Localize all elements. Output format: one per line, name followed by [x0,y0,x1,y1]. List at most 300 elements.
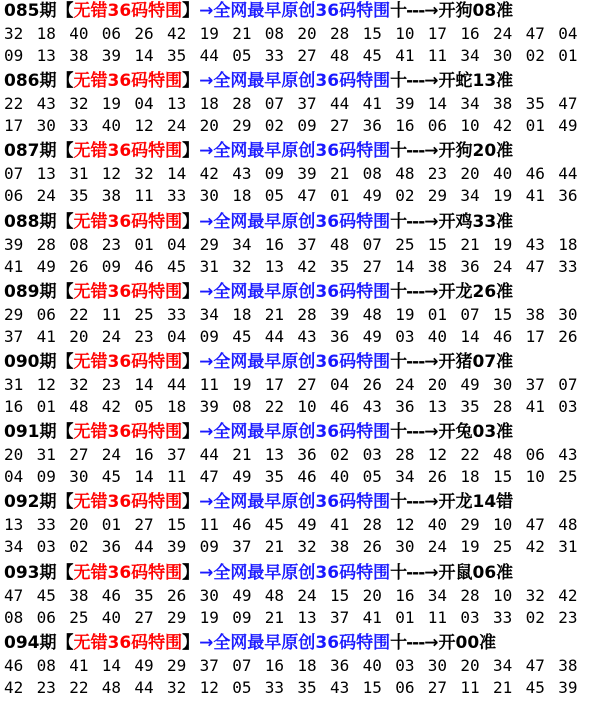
left-bracket: 【 [56,422,74,443]
left-bracket: 【 [56,211,74,232]
period-block [0,489,595,559]
period-header [4,138,513,164]
number-cell: 21 [264,304,285,324]
number-cell: 10 [395,24,415,43]
number-cell: 07 [232,655,252,675]
number-cell: 37 [199,655,219,675]
number-cell: 38 [101,186,122,206]
number-cell: 32 [297,537,317,557]
dash-separator: 十--- [390,632,425,653]
number-cell: 31 [69,164,89,184]
number-cell: 29 [167,607,187,627]
number-cell: 05 [134,397,154,416]
slogan-text: 全网最早原创36码特围 [213,352,391,372]
period-label: 086期 [4,71,57,92]
result-label: 开狗20准 [438,141,514,162]
number-cell: 23 [101,375,122,394]
number-cell: 25 [134,304,154,324]
number-cell: 20 [69,515,89,535]
arrow-right-icon: → [424,492,439,513]
number-cell: 12 [199,677,219,697]
number-cell: 10 [493,515,513,535]
number-cell: 04 [4,467,24,487]
period-block [0,630,595,700]
number-row [4,466,592,488]
period-header [4,560,513,586]
number-cell: 32 [69,94,89,114]
period-label: 088期 [4,211,57,232]
number-cell: 16 [134,445,154,465]
number-cell: 14 [134,467,154,487]
number-cell: 37 [525,375,545,394]
number-cell: 27 [134,607,154,627]
number-cell: 18 [232,186,252,206]
number-cell: 49 [362,326,382,346]
number-cell: 42 [558,585,578,605]
number-cell: 09 [264,164,285,184]
number-cell: 24 [167,116,187,136]
number-cell: 47 [558,94,578,114]
number-cell: 25 [493,537,513,557]
number-cell: 07 [264,94,285,114]
number-cell: 27 [134,515,154,535]
number-cell: 48 [101,677,122,697]
number-cell: 23 [101,234,122,254]
period-header [4,209,513,235]
number-cell: 36 [460,256,480,276]
number-cell: 20 [69,326,89,346]
number-cell: 36 [558,186,578,206]
number-cell: 49 [134,655,154,675]
number-cell: 01 [330,186,350,206]
number-cell: 35 [134,585,154,605]
number-cell: 09 [36,467,56,487]
number-cell: 12 [134,116,154,136]
left-bracket: 【 [56,1,74,21]
number-row [4,607,592,629]
number-cell: 08 [36,655,56,675]
number-cell: 15 [362,24,382,43]
number-cell: 33 [36,515,56,535]
number-cell: 20 [297,24,317,43]
number-cell: 34 [460,94,480,114]
number-cell: 41 [362,94,382,114]
number-cell: 14 [427,94,448,114]
number-cell: 37 [330,607,350,627]
right-bracket: 】 [182,71,200,92]
slogan-text: 全网最早原创36码特围 [213,71,391,92]
number-cell: 18 [297,655,317,675]
result-label: 开鸡33准 [438,211,514,232]
number-cell: 31 [558,537,578,557]
number-cell: 13 [167,94,187,114]
result-label: 开狗08准 [438,1,514,21]
period-block [0,349,595,419]
prediction-title: 无错36码特围 [73,352,183,372]
number-row [4,304,592,326]
number-cell: 04 [167,234,187,254]
period-header [4,630,496,656]
number-cell: 22 [264,397,285,416]
dash-separator: 十--- [390,71,425,92]
number-cell: 49 [232,585,252,605]
slogan-text: 全网最早原创36码特围 [213,492,391,513]
period-block [0,68,595,138]
number-cell: 39 [4,234,24,254]
number-cell: 27 [330,116,350,136]
number-cell: 03 [36,537,56,557]
number-row [4,115,592,137]
left-bracket: 【 [56,352,74,372]
number-cell: 39 [199,397,219,416]
number-cell: 32 [134,164,154,184]
number-cell: 19 [493,234,513,254]
number-cell: 06 [395,677,415,697]
number-cell: 10 [525,467,545,487]
number-cell: 40 [330,467,350,487]
number-cell: 13 [4,515,24,535]
number-cell: 44 [330,94,350,114]
dash-separator: 十--- [390,1,425,21]
number-cell: 34 [460,186,480,206]
number-cell: 33 [264,46,285,65]
number-cell: 39 [297,164,317,184]
number-cell: 15 [427,234,448,254]
number-cell: 29 [167,655,187,675]
number-cell: 11 [460,677,480,697]
number-cell: 11 [134,186,154,206]
slogan-text: 全网最早原创36码特围 [213,422,391,443]
number-cell: 19 [460,537,480,557]
slogan-text: 全网最早原创36码特围 [213,141,391,162]
number-row [4,677,592,699]
number-cell: 01 [134,234,154,254]
number-cell: 12 [101,164,122,184]
number-cell: 07 [460,304,480,324]
number-cell: 16 [460,24,480,43]
number-cell: 02 [525,46,545,65]
number-cell: 45 [362,46,382,65]
number-cell: 38 [427,256,448,276]
number-cell: 31 [4,375,24,394]
number-cell: 22 [69,677,89,697]
number-cell: 39 [101,46,122,65]
number-cell: 44 [134,677,154,697]
number-cell: 35 [264,467,285,487]
arrow-right-icon: → [424,632,439,653]
number-cell: 41 [69,655,89,675]
slogan-text: 全网最早原创36码特围 [213,632,391,653]
number-cell: 41 [362,607,382,627]
number-cell: 22 [460,445,480,465]
number-cell: 33 [167,186,187,206]
period-block [0,560,595,630]
number-cell: 03 [395,326,415,346]
number-cell: 04 [134,94,154,114]
number-cell: 29 [199,234,219,254]
number-cell: 14 [101,655,122,675]
number-cell: 13 [297,607,317,627]
number-cell: 40 [69,24,89,43]
number-cell: 35 [69,186,89,206]
number-cell: 21 [232,24,252,43]
number-cell: 37 [232,537,252,557]
number-cell: 16 [4,397,24,416]
number-cell: 13 [36,164,56,184]
number-cell: 13 [427,397,448,416]
number-cell: 21 [330,164,350,184]
number-cell: 08 [69,234,89,254]
right-bracket: 】 [182,141,200,162]
number-cell: 30 [395,537,415,557]
number-cell: 02 [264,116,285,136]
number-cell: 47 [525,24,545,43]
number-cell: 46 [297,467,317,487]
number-cell: 10 [460,116,480,136]
number-cell: 45 [167,256,187,276]
number-cell: 25 [558,467,578,487]
number-cell: 19 [395,304,415,324]
number-cell: 37 [297,234,317,254]
number-cell: 26 [558,326,578,346]
number-cell: 20 [4,445,24,465]
number-cell: 19 [232,375,252,394]
number-cell: 22 [4,94,24,114]
number-cell: 09 [199,326,219,346]
number-cell: 27 [297,46,317,65]
number-cell: 39 [330,304,350,324]
number-cell: 49 [362,186,382,206]
number-cell: 34 [460,46,480,65]
result-label: 开00准 [438,632,497,653]
number-cell: 46 [493,326,513,346]
number-row [4,514,592,536]
arrow-icon: → [199,422,214,443]
number-cell: 14 [395,256,415,276]
number-cell: 32 [69,375,89,394]
number-cell: 19 [199,24,219,43]
number-cell: 26 [134,24,154,43]
number-cell: 06 [4,186,24,206]
number-cell: 11 [199,515,219,535]
number-cell: 46 [525,164,545,184]
arrow-right-icon: → [424,211,439,232]
number-cell: 10 [493,585,513,605]
period-header [4,279,513,305]
number-cell: 39 [558,677,578,697]
number-cell: 14 [134,375,154,394]
number-cell: 02 [395,186,415,206]
number-cell: 48 [558,515,578,535]
number-row [4,45,592,67]
number-cell: 41 [525,397,545,416]
number-cell: 28 [395,445,415,465]
number-cell: 26 [167,585,187,605]
number-cell: 20 [199,116,219,136]
number-cell: 33 [558,256,578,276]
number-cell: 29 [4,304,24,324]
number-cell: 41 [330,515,350,535]
number-cell: 36 [101,537,122,557]
number-cell: 04 [167,326,187,346]
number-cell: 20 [460,164,480,184]
number-cell: 49 [36,256,56,276]
number-cell: 17 [525,326,545,346]
number-cell: 35 [525,94,545,114]
number-cell: 01 [395,607,415,627]
number-cell: 21 [264,537,285,557]
prediction-title: 无错36码特围 [73,211,183,232]
number-cell: 18 [36,24,56,43]
arrow-right-icon: → [424,562,439,583]
number-cell: 48 [330,46,350,65]
number-cell: 17 [427,24,448,43]
number-cell: 45 [264,515,285,535]
number-cell: 32 [232,256,252,276]
number-cell: 02 [330,445,350,465]
number-cell: 44 [134,537,154,557]
number-cell: 47 [297,186,317,206]
number-cell: 08 [232,397,252,416]
number-cell: 42 [525,537,545,557]
number-cell: 43 [297,326,317,346]
period-label: 085期 [4,1,57,21]
number-cell: 21 [264,607,285,627]
dash-separator: 十--- [390,141,425,162]
dash-separator: 十--- [390,562,425,583]
number-cell: 04 [330,375,350,394]
number-cell: 36 [297,445,317,465]
number-cell: 40 [493,164,513,184]
number-row [4,93,592,115]
period-block [0,209,595,279]
slogan-text: 全网最早原创36码特围 [213,211,391,232]
number-cell: 24 [36,186,56,206]
number-cell: 06 [525,445,545,465]
number-cell: 48 [493,445,513,465]
slogan-text: 全网最早原创36码特围 [213,281,391,302]
arrow-icon: → [199,71,214,92]
number-cell: 34 [4,537,24,557]
number-cell: 43 [232,164,252,184]
period-header [4,349,513,375]
number-cell: 30 [36,116,56,136]
number-cell: 16 [395,585,415,605]
prediction-title: 无错36码特围 [73,422,183,443]
number-cell: 34 [493,655,513,675]
number-cell: 48 [395,164,415,184]
number-cell: 48 [362,304,382,324]
number-cell: 01 [101,515,122,535]
number-cell: 03 [558,397,578,416]
number-row [4,23,592,45]
number-cell: 40 [427,515,448,535]
number-cell: 41 [4,256,24,276]
number-cell: 15 [330,585,350,605]
number-row [4,234,592,256]
period-label: 092期 [4,492,57,513]
number-cell: 19 [199,607,219,627]
number-cell: 11 [167,467,187,487]
number-cell: 43 [362,397,382,416]
number-cell: 06 [36,304,56,324]
number-cell: 05 [362,467,382,487]
right-bracket: 】 [182,1,200,21]
number-cell: 38 [525,304,545,324]
arrow-right-icon: → [424,422,439,443]
number-cell: 18 [558,234,578,254]
number-cell: 47 [525,515,545,535]
number-cell: 38 [330,537,350,557]
period-block [0,138,595,208]
number-cell: 47 [525,256,545,276]
number-cell: 18 [199,94,219,114]
number-cell: 36 [330,326,350,346]
period-label: 090期 [4,352,57,372]
number-cell: 20 [362,585,382,605]
period-header [4,68,513,94]
number-cell: 49 [232,467,252,487]
number-cell: 46 [330,397,350,416]
arrow-icon: → [199,281,214,302]
number-cell: 38 [69,46,89,65]
number-cell: 43 [330,677,350,697]
period-label: 089期 [4,281,57,302]
number-cell: 44 [199,445,219,465]
number-cell: 20 [460,655,480,675]
number-cell: 30 [199,186,219,206]
number-cell: 40 [362,655,382,675]
period-header [4,419,513,445]
number-cell: 11 [427,46,448,65]
number-cell: 01 [558,46,578,65]
prediction-title: 无错36码特围 [73,492,183,513]
number-cell: 27 [427,677,448,697]
number-cell: 23 [427,164,448,184]
number-cell: 17 [4,116,24,136]
number-cell: 08 [4,607,24,627]
number-cell: 46 [134,256,154,276]
number-cell: 19 [101,94,122,114]
number-cell: 06 [36,607,56,627]
number-cell: 34 [395,467,415,487]
number-cell: 05 [232,46,252,65]
number-cell: 12 [36,375,56,394]
number-cell: 39 [167,537,187,557]
number-cell: 49 [297,515,317,535]
arrow-right-icon: → [424,1,439,21]
number-cell: 03 [362,445,382,465]
number-cell: 07 [4,164,24,184]
number-cell: 09 [297,116,317,136]
number-cell: 11 [101,304,122,324]
dash-separator: 十--- [390,492,425,513]
number-cell: 46 [101,585,122,605]
arrow-icon: → [199,141,214,162]
period-label: 094期 [4,632,57,653]
left-bracket: 【 [56,632,74,653]
left-bracket: 【 [56,71,74,92]
number-cell: 28 [362,515,382,535]
number-cell: 47 [199,467,219,487]
number-cell: 31 [199,256,219,276]
number-cell: 32 [4,24,24,43]
number-cell: 37 [297,94,317,114]
prediction-title: 无错36码特围 [73,1,183,21]
number-cell: 21 [493,677,513,697]
dash-separator: 十--- [390,422,425,443]
number-cell: 11 [427,607,448,627]
